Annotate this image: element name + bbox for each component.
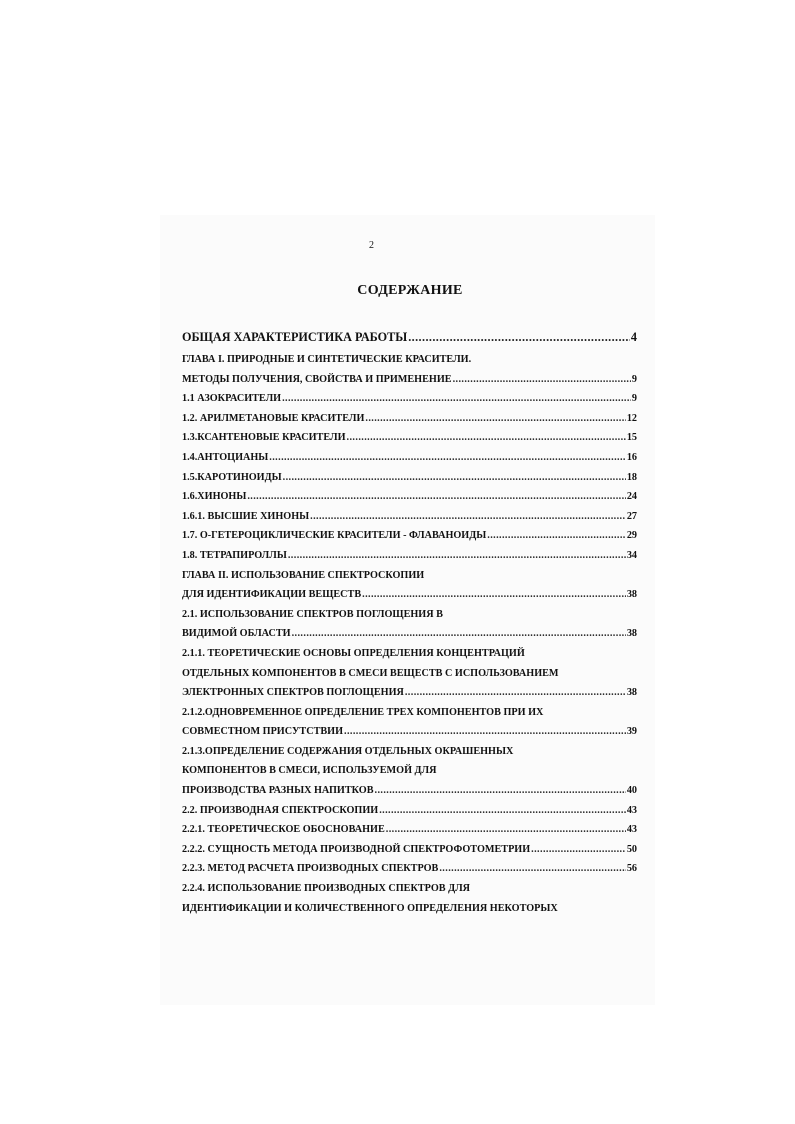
toc-leader-dots [365,409,625,429]
toc-leader-dots [344,722,626,742]
toc-entry [182,546,637,566]
toc-entry [182,664,637,684]
toc-entry [182,468,637,488]
toc-entry [182,370,637,390]
toc-leader-dots [408,326,630,348]
toc-entry-title: 2.2. ПРОИЗВОДНАЯ СПЕКТРОСКОПИИ [182,804,379,816]
toc-entry [182,742,637,762]
toc-leader-dots [379,801,626,821]
toc-entry-title: 1.3.КСАНТЕНОВЫЕ КРАСИТЕЛИ [182,432,346,444]
toc-entry-title: 1.2. АРИЛМЕТАНОВЫЕ КРАСИТЕЛИ [182,412,365,424]
toc-entry-title: ГЛАВА I. ПРИРОДНЫЕ И СИНТЕТИЧЕСКИЕ КРАСИТЕЛИ. [182,354,472,365]
toc-entry-title: ПРОИЗВОДСТВА РАЗНЫХ НАПИТКОВ [182,785,374,797]
toc-entry [182,820,637,840]
toc-entry-title: ДЛЯ ИДЕНТИФИКАЦИИ ВЕЩЕСТВ [182,589,362,601]
toc-leader-dots [288,546,626,566]
toc-entry-page: 34 [626,549,637,561]
toc-entry-page: 40 [626,785,637,797]
toc-entry [182,409,637,429]
toc-leader-dots [292,624,626,644]
toc-entry-title: 1.6.1. ВЫСШИЕ ХИНОНЫ [182,510,310,522]
toc-leader-dots [453,370,631,390]
toc-leader-dots [269,448,626,468]
toc-entry-page: 27 [626,510,637,522]
toc-leader-dots [439,859,625,879]
toc-entry [182,566,637,586]
toc-entry-title: 2.2.3. МЕТОД РАСЧЕТА ПРОИЗВОДНЫХ СПЕКТРОВ [182,863,439,875]
toc-entry [182,605,637,625]
toc-entry-title: 1.7. О-ГЕТЕРОЦИКЛИЧЕСКИЕ КРАСИТЕЛИ - ФЛАВАНОИДЫ [182,530,487,542]
toc-entry-title: 2.1.1. ТЕОРЕТИЧЕСКИЕ ОСНОВЫ ОПРЕДЕЛЕНИЯ КОНЦЕНТРАЦИЙ [182,647,525,659]
toc-entry-title: ЭЛЕКТРОННЫХ СПЕКТРОВ ПОГЛОЩЕНИЯ [182,687,404,699]
table-of-contents [182,326,637,918]
toc-entry [182,624,637,644]
toc-entry [182,585,637,605]
toc-entry-page: 12 [626,412,637,424]
toc-leader-dots [283,468,626,488]
toc-entry [182,448,637,468]
toc-entry [182,428,637,448]
toc-entry [182,487,637,507]
toc-leader-dots [386,820,626,840]
toc-entry-page: 39 [626,726,637,738]
toc-entry-page: 43 [626,824,637,836]
toc-entry [182,879,637,899]
toc-entry-title: 1.1 АЗОКРАСИТЕЛИ [182,393,282,405]
toc-entry [182,350,637,370]
toc-entry [182,644,637,664]
toc-entry-title: КОМПОНЕНТОВ В СМЕСИ, ИСПОЛЬЗУЕМОЙ ДЛЯ [182,765,437,777]
toc-entry [182,703,637,723]
toc-leader-dots [531,840,626,860]
toc-entry [182,899,637,919]
toc-entry-page: 38 [626,589,637,601]
toc-entry-page: 56 [626,863,637,875]
toc-entry [182,761,637,781]
toc-entry-title: 1.4.АНТОЦИАНЫ [182,451,269,463]
toc-title: СОДЕРЖАНИЕ [357,283,463,298]
toc-entry [182,507,637,527]
toc-entry-title: МЕТОДЫ ПОЛУЧЕНИЯ, СВОЙСТВА И ПРИМЕНЕНИЕ [182,373,452,385]
toc-entry-page: 9 [631,393,637,405]
toc-entry [182,526,637,546]
toc-entry-page: 29 [626,530,637,542]
toc-leader-dots [405,683,626,703]
page-number: 2 [369,240,374,251]
toc-entry-page: 43 [626,804,637,816]
toc-entry-page: 38 [626,687,637,699]
toc-leader-dots [487,526,626,546]
toc-entry [182,683,637,703]
toc-entry [182,781,637,801]
toc-entry [182,389,637,409]
toc-entry [182,840,637,860]
toc-entry-page: 50 [626,843,637,855]
toc-entry-page: 38 [626,628,637,640]
toc-entry-page: 9 [631,373,637,385]
toc-entry-page: 24 [626,491,637,503]
toc-entry-title: 2.1.2.ОДНОВРЕМЕННОЕ ОПРЕДЕЛЕНИЕ ТРЕХ КОМПОНЕНТОВ ПРИ ИХ [182,706,544,718]
toc-entry-title: ВИДИМОЙ ОБЛАСТИ [182,628,291,640]
toc-entry-title: 2.2.4. ИСПОЛЬЗОВАНИЕ ПРОИЗВОДНЫХ СПЕКТРОВ ДЛЯ [182,883,471,895]
toc-entry [182,859,637,879]
toc-leader-dots [362,585,626,605]
toc-entry [182,801,637,821]
toc-leader-dots [282,389,631,409]
toc-leader-dots [310,507,626,527]
toc-entry-title: 2.1.3.ОПРЕДЕЛЕНИЕ СОДЕРЖАНИЯ ОТДЕЛЬНЫХ ОКРАШЕННЫХ [182,745,514,757]
toc-entry-title: 2.1. ИСПОЛЬЗОВАНИЕ СПЕКТРОВ ПОГЛОЩЕНИЯ В [182,608,443,620]
toc-entry-title: ОТДЕЛЬНЫХ КОМПОНЕНТОВ В СМЕСИ ВЕЩЕСТВ С ИСПОЛЬЗОВАНИЕМ [182,667,559,679]
toc-entry-page: 4 [630,330,637,344]
toc-entry-page: 15 [626,432,637,444]
toc-entry-page: 18 [626,471,637,483]
toc-entry-title: 1.5.КАРОТИНОИДЫ [182,471,282,483]
toc-entry [182,326,637,348]
toc-entry-title: 1.8. ТЕТРАПИРОЛЛЫ [182,549,287,561]
toc-leader-dots [247,487,625,507]
toc-entry-title: 2.2.1. ТЕОРЕТИЧЕСКОЕ ОБОСНОВАНИЕ [182,824,385,836]
toc-entry [182,722,637,742]
toc-entry-title: ОБЩАЯ ХАРАКТЕРИСТИКА РАБОТЫ [182,330,408,344]
toc-entry-title: ГЛАВА II. ИСПОЛЬЗОВАНИЕ СПЕКТРОСКОПИИ [182,569,425,581]
toc-entry-title: СОВМЕСТНОМ ПРИСУТСТВИИ [182,726,344,738]
toc-entry-title: 2.2.2. СУЩНОСТЬ МЕТОДА ПРОИЗВОДНОЙ СПЕКТРОФОТОМЕТРИИ [182,843,531,855]
toc-leader-dots [347,428,626,448]
toc-entry-page: 16 [626,451,637,463]
toc-leader-dots [375,781,626,801]
toc-entry-title: ИДЕНТИФИКАЦИИ И КОЛИЧЕСТВЕННОГО ОПРЕДЕЛЕНИЯ НЕКОТОРЫХ [182,902,558,914]
toc-entry-title: 1.6.ХИНОНЫ [182,491,247,503]
